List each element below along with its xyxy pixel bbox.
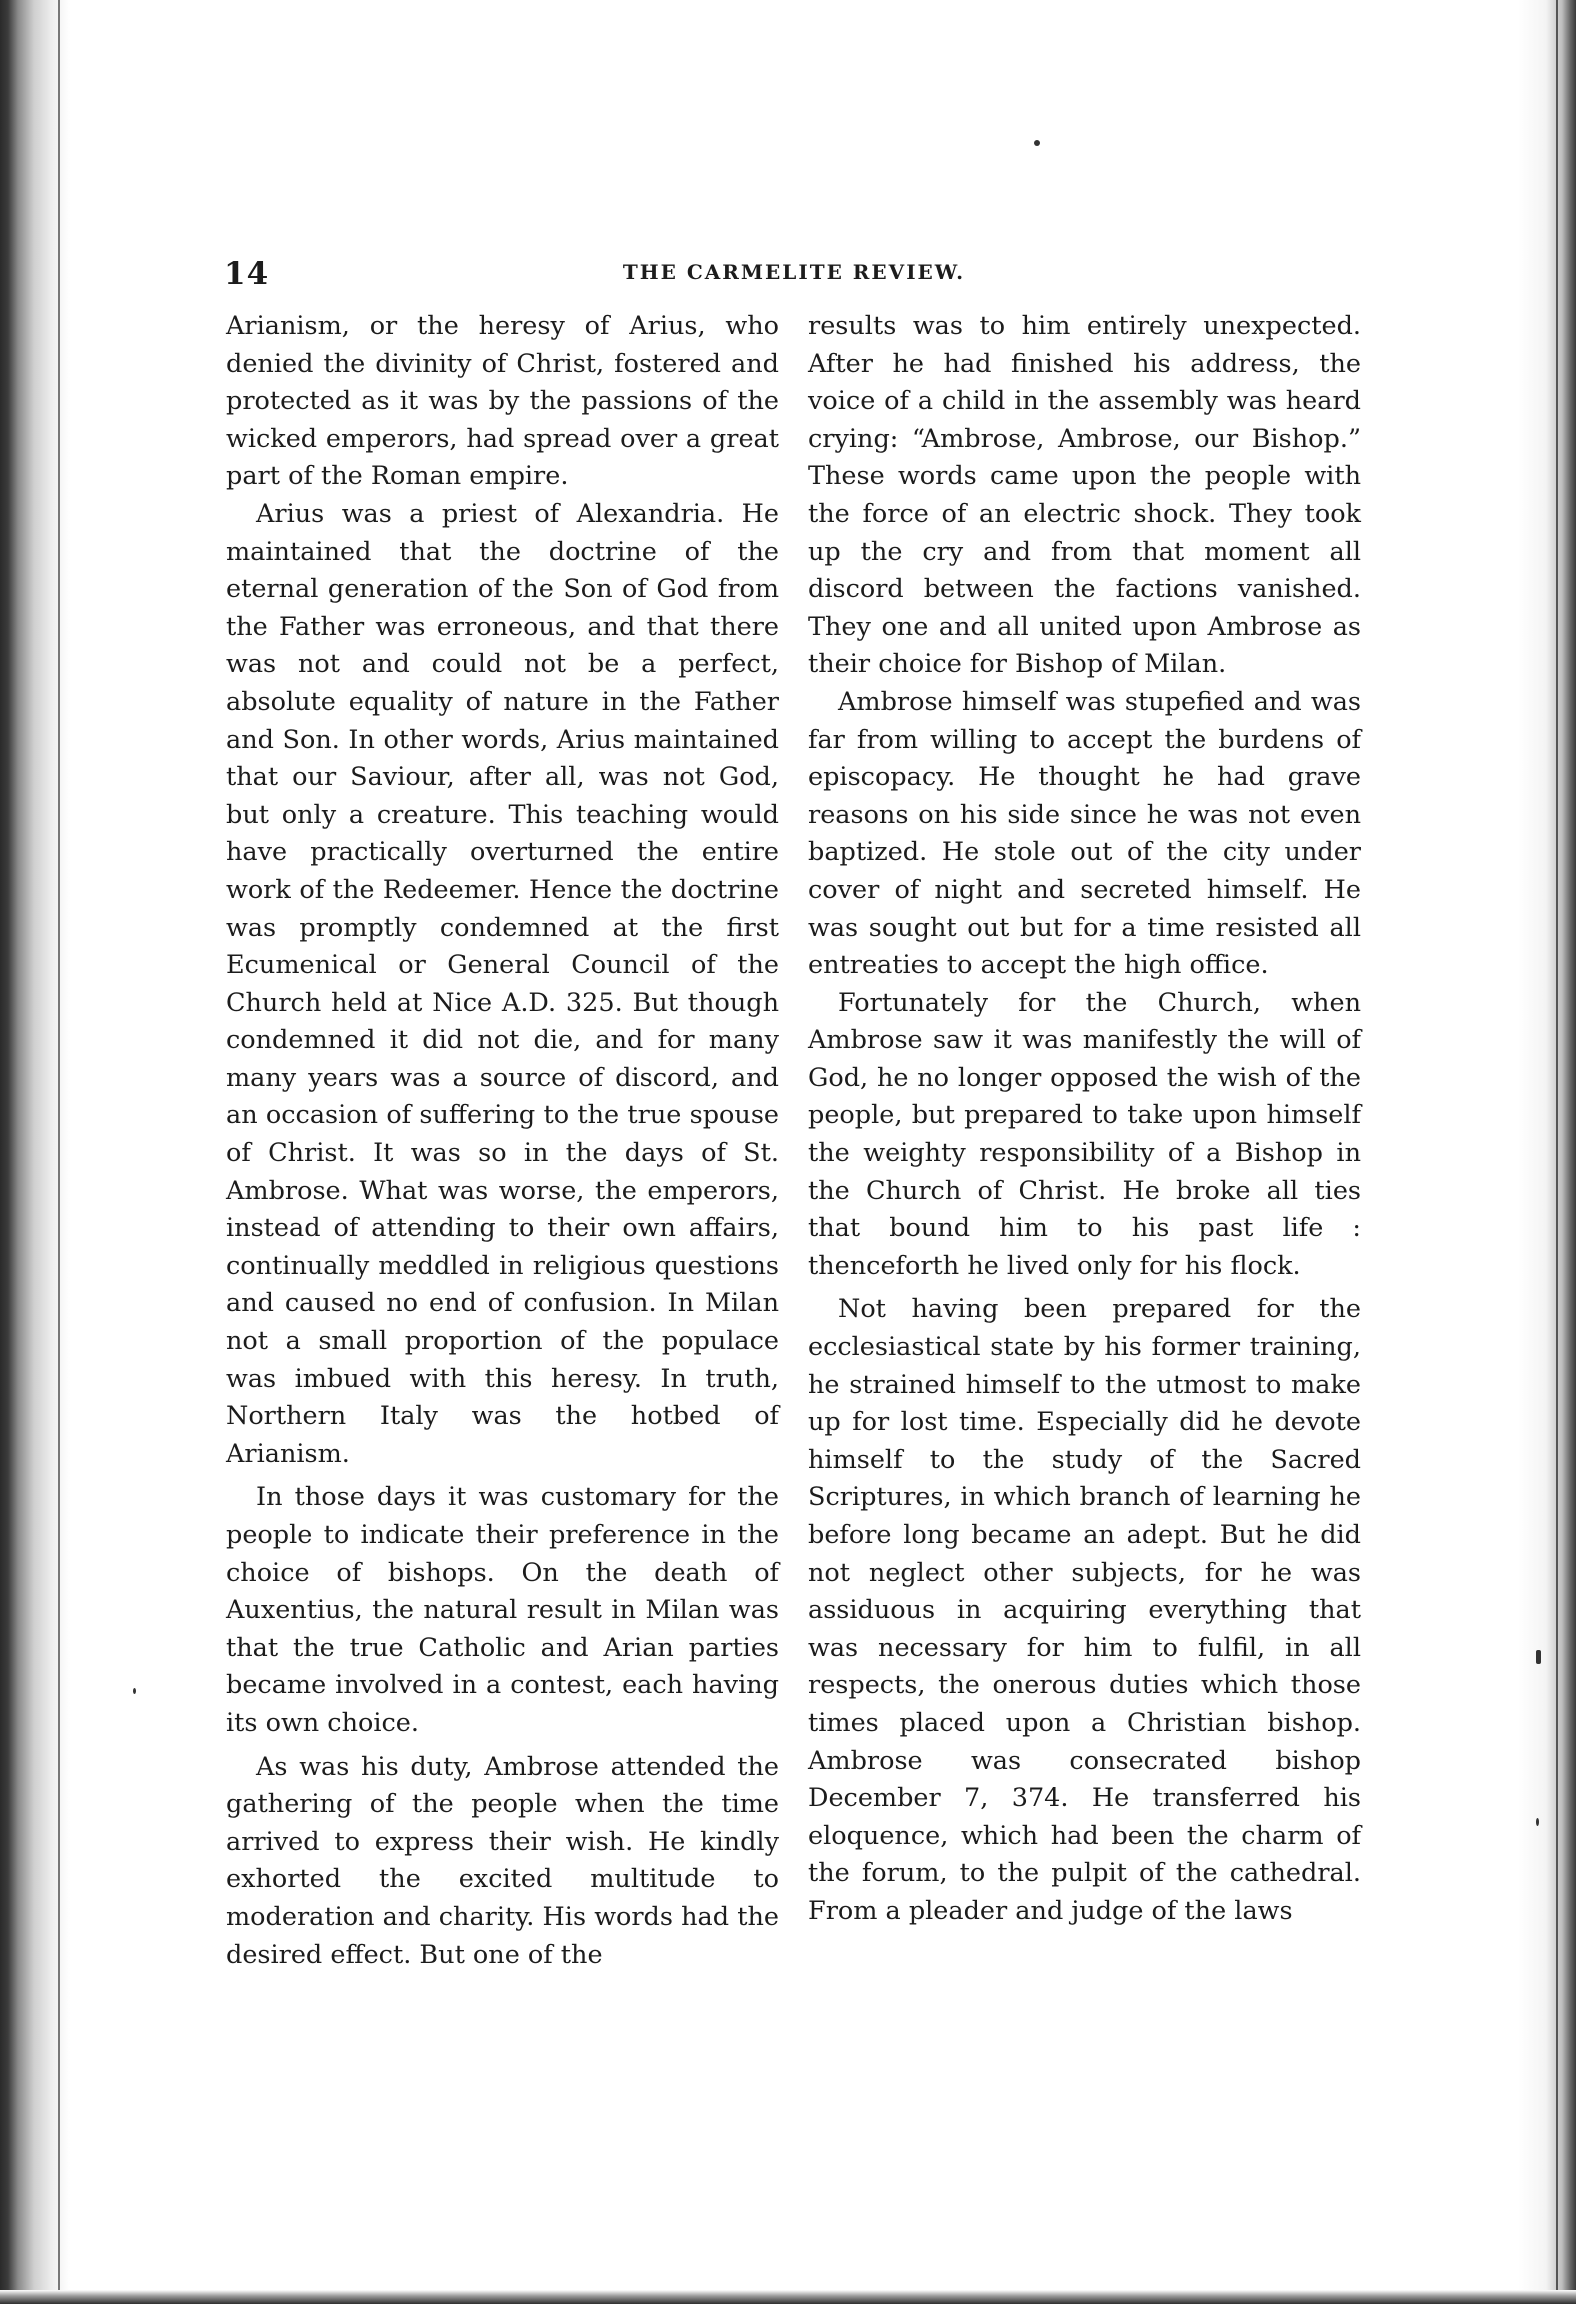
left-column [226,308,779,1974]
paragraph: Not having been prepared for the ecclesiastical state by his former training, he strained himself to the utmost to make up for lost time. Especially did he devote himself to the study of the Sacred Scriptures, in which branch of learning he before long became an adept. But he did not neglect other subjects, for he was assiduous in acquiring everything that was necessary for him to fulfil, in all respects, the onerous duties which those times placed upon a Christian bishop. Ambrose was consecrated bishop December 7, 374. He transferred his eloquence, which had been the charm of the forum, to the pulpit of the cathedral. From a pleader and judge of the laws [808,1294,1361,1926]
paragraph: results was to him entirely unexpected. After he had finished his address, the voice of a child in the assembly was heard crying: “Ambrose, Ambrose, our Bishop.” These words came upon the people with the force of an electric shock. They took up the cry and from that moment all discord between the factions vanished. They one and all united upon Ambrose as their choice for Bishop of Milan. [808,311,1361,680]
page-header [224,256,1364,296]
right-column [808,308,1361,1931]
scan-right-binding-line [1556,0,1558,2304]
paragraph: Ambrose himself was stupefied and was far from willing to accept the burdens of episcopacy. He thought he had grave reasons on his side since he was not even baptized. He stole out of the city under cover of night and secreted himself. He was sought out but for a time resisted all entreaties to accept the high office. [808,686,1361,981]
page-number: 14 [224,256,270,292]
scan-speck [1536,1650,1541,1664]
scan-right-edge [1518,0,1576,2304]
paragraph: Fortunately for the Church, when Ambrose saw it was manifestly the will of God, he no longer opposed the wish of the people, but prepared to take upon himself the weighty responsibility of a Bishop in the Church of Christ. He broke all ties that bound him to his past life : thenceforth he lived only for his flock. [808,987,1361,1281]
scan-left-binding-line [58,0,60,2304]
scan-speck [1034,140,1040,146]
running-head: THE CARMELITE REVIEW. [622,260,966,284]
scan-speck [1536,1818,1539,1826]
paragraph: As was his duty, Ambrose attended the gathering of the people when the time arrived to express their wish. He kindly exhorted the excited multitude to moderation and charity. His words had the desired effect. But one of the [226,1751,779,1970]
scan-speck [133,1688,136,1694]
scan-bottom-edge [0,2290,1576,2304]
paragraph: Arius was a priest of Alexandria. He maintained that the doctrine of the eternal generation of the Son of God from the Father was erroneous, and that there was not and could not be a perfect, absolute equality of nature in the Father and Son. In other words, Arius maintained that our Saviour, after all, was not God, but only a creature. This teaching would have practically overturned the entire work of the Redeemer. Hence the doctrine was promptly condemned at the first Ecumenical or General Council of the Church held at Nice A.D. 325. But though condemned it did not die, and for many many years was a source of discord, and an occasion of suffering to the true spouse of Christ. It was so in the days of St. Ambrose. What was worse, the emperors, instead of attending to their own affairs, continually meddled in religious questions and caused no end of confusion. In Milan not a small proportion of the populace was imbued with this heresy. In truth, Northern Italy was the hotbed of Arianism. [226,498,779,1469]
paragraph: Arianism, or the heresy of Arius, who denied the divinity of Christ, fostered and protected as it was by the passions of the wicked emperors, had spread over a great part of the Roman empire. [226,311,779,492]
paragraph: In those days it was customary for the people to indicate their preference in the choice of bishops. On the death of Auxentius, the natural result in Milan was that the true Catholic and Arian parties became involved in a contest, each having its own choice. [226,1482,779,1738]
